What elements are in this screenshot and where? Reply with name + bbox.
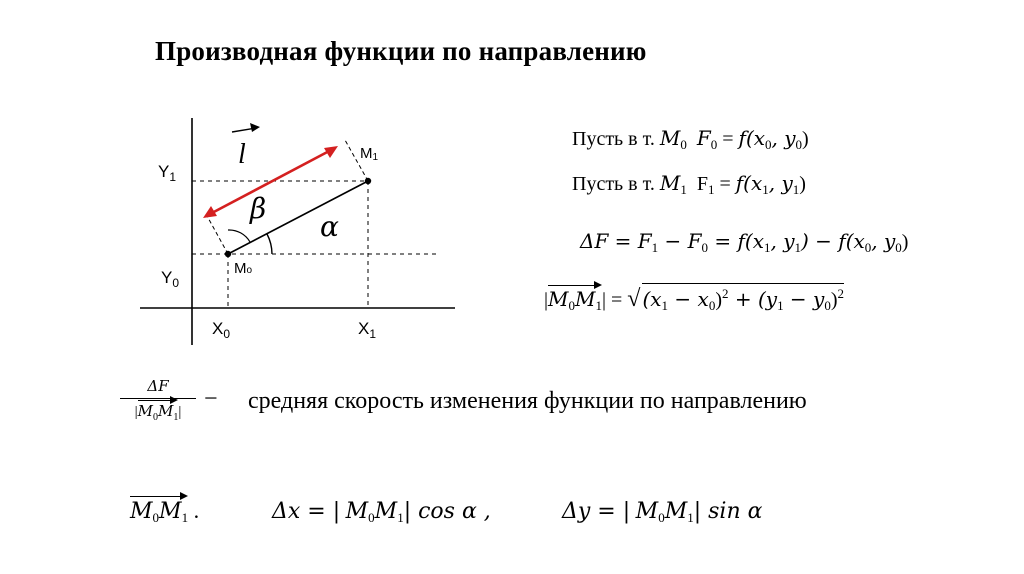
vector-l-overline-head [250, 123, 260, 132]
label-m1: M1 [360, 145, 379, 163]
label-alpha: α [320, 210, 339, 243]
formula-distance: $|M_0M_1|$ = √ $(x_1 - x_0)^2 + (y_1 - y_0)^2$ [544, 283, 844, 314]
formula-delta-f: $\Delta F = F_1 - F_0 = f(x_1$, $y_1) - f(x_0$, $y_0$) [580, 229, 909, 255]
slide-title: Производная функции по направлению [155, 36, 647, 66]
label-vector-l: l [238, 139, 246, 170]
label-y0: $Y_0$ [161, 268, 180, 290]
perp-m0 [206, 214, 228, 254]
formula-delta-x: Δx = | $M_0M_1|$ cos α , [272, 499, 491, 525]
label-x1: $X_1$ [358, 319, 377, 341]
point-m1-dot [365, 178, 371, 184]
fraction-dash: − [204, 386, 218, 412]
point-m0-dot [225, 251, 231, 257]
label-m0: Mo [234, 260, 253, 277]
vector-m0m1-distance: $M_0M_1$ [548, 287, 602, 313]
formula-delta-y: Δy = | $M_0M_1|$ sin α [562, 499, 763, 525]
angle-alpha-arc [267, 234, 272, 254]
label-x0: $X_0$ [212, 319, 231, 341]
sqrt-radicand: $(x_1 - x_0)^2 + (y_1 - y_0)^2$ [642, 283, 844, 314]
fraction-delta-f-over-distance: ΔF $|M_0M_1|$ [118, 377, 198, 423]
label-beta: β [250, 192, 267, 225]
average-rate-text: средняя скорость изменения функции по направлению [248, 388, 807, 414]
formula-point-m1: Пусть в т. $M_1$ $F_1 = f(x_1$, $y_1$) [572, 171, 806, 197]
formula-point-m0: Пусть в т. $M_0$ $F_0 = f(x_0$, $y_0$) [572, 126, 809, 152]
angle-beta-arc [228, 230, 250, 242]
formula-bottom-vector: $M_0M_1$ . [130, 498, 200, 525]
label-y1: $Y_1$ [158, 162, 177, 184]
